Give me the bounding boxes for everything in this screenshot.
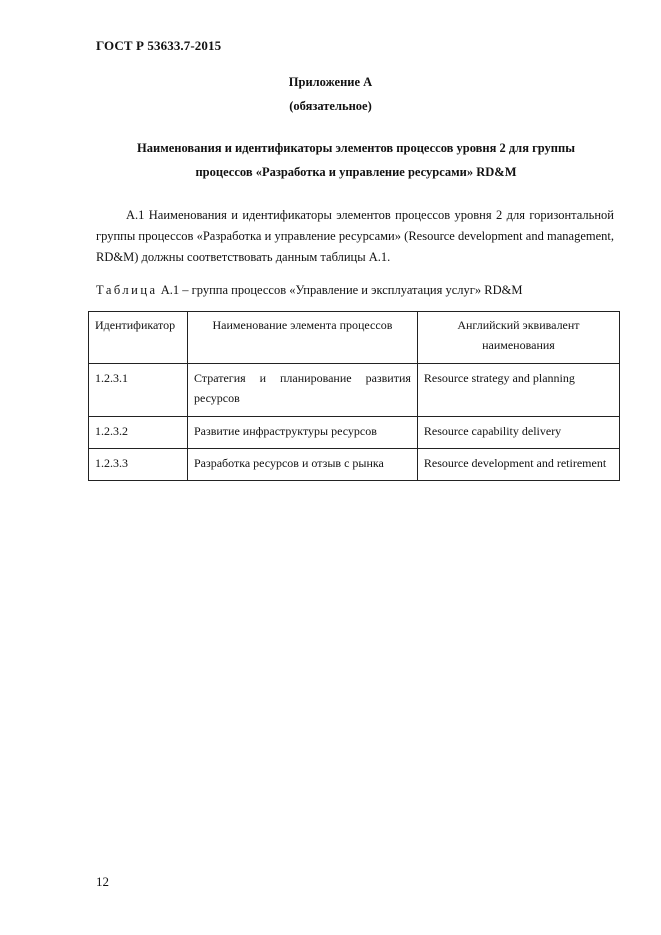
table-row (89, 364, 620, 417)
header-name: Наименование элемента процессов (187, 312, 417, 364)
cell-english: Resource strategy and planning (417, 364, 619, 417)
appendix-status: (обязательное) (289, 99, 372, 113)
table-caption-prefix: Таблица (96, 283, 158, 297)
section-title-line1: Наименования и идентификаторы элементов процессов уровня 2 для группы (137, 141, 575, 155)
appendix-title: Приложение А (288, 75, 373, 89)
cell-name: Разработка ресурсов и отзыв с рынка (187, 449, 417, 481)
page-number: 12 (96, 874, 109, 889)
cell-name: Развитие инфраструктуры ресурсов (187, 417, 417, 449)
cell-name: Стратегия и планирование развития ресурсов (187, 364, 417, 417)
process-table (88, 311, 620, 481)
cell-id: 1.2.3.3 (89, 449, 188, 481)
cell-id: 1.2.3.1 (89, 364, 188, 417)
table-caption (96, 283, 522, 298)
table-row (89, 417, 620, 449)
table-header-row (89, 312, 620, 364)
appendix-heading (0, 70, 661, 118)
standard-code: ГОСТ Р 53633.7-2015 (96, 38, 222, 53)
header-english: Английский эквивалент наименования (417, 312, 619, 364)
cell-english: Resource development and retirement (417, 449, 619, 481)
table-caption-text: А.1 – группа процессов «Управление и эксплуатация услуг» RD&M (157, 283, 523, 297)
section-title (96, 136, 616, 184)
header-id: Идентификатор (89, 312, 188, 364)
table-row (89, 449, 620, 481)
cell-id: 1.2.3.2 (89, 417, 188, 449)
cell-english: Resource capability delivery (417, 417, 619, 449)
section-title-line2: процессов «Разработка и управление ресурсами» RD&M (195, 165, 517, 179)
body-paragraph: А.1 Наименования и идентификаторы элементов процессов уровня 2 для горизонтальной группы процессов «Разработка и управление ресурсами» (Resource development and management, RD&M) должны соответствовать данным таблицы А.1. (96, 208, 614, 264)
